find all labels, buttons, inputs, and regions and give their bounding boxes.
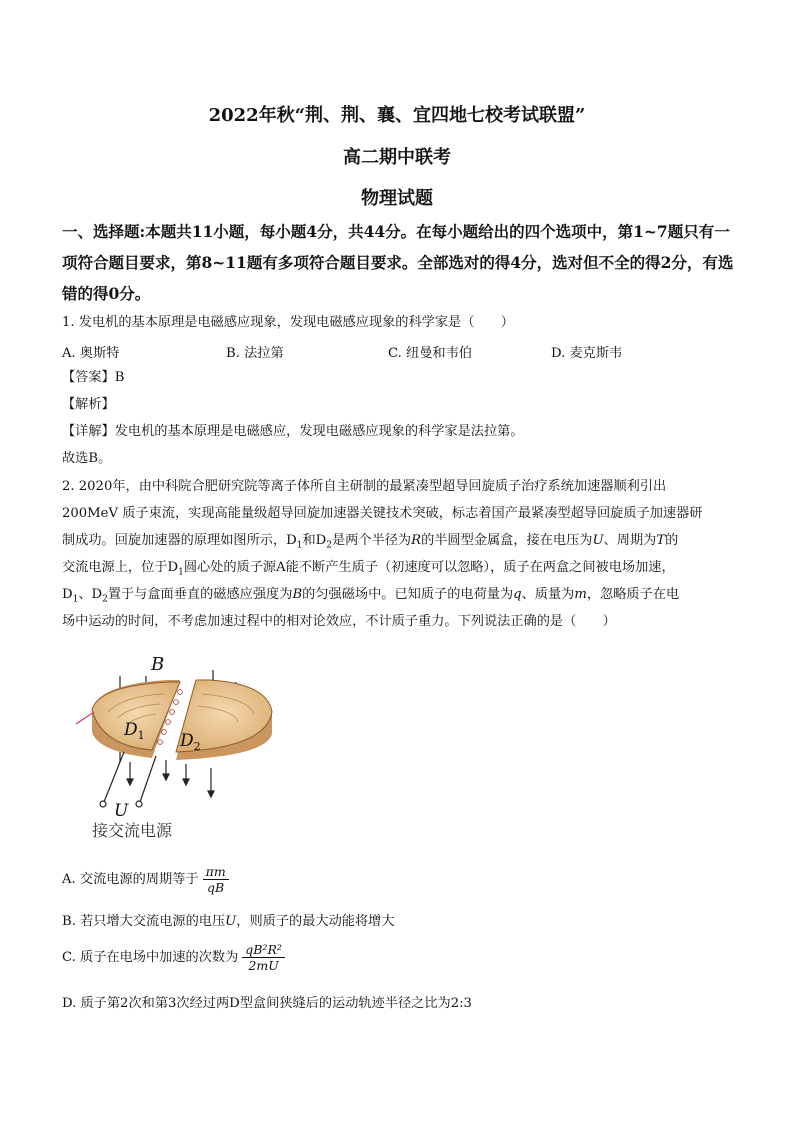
q1-stem: 1. 发电机的基本原理是电磁感应现象，发现电磁感应现象的科学家是（ ） [62, 315, 514, 330]
q2-line-3: 制成功。回旋加速器的原理如图所示，$D_1$和$D_2$是两个半径为R的半圆型金属盒，接在电压为U、周期为T的 [62, 533, 679, 551]
q1-option-c: C. 纽曼和韦伯 [388, 346, 472, 361]
section-instructions: 一、选择题:本题共11小题，每小题4分，共44分。在每小题给出的四个选项中，第1~7题只有一项符合题目要求，第8~11题有多项符合题目要求。全部选对的得4分，选对但不全的得2分，有选错的得0分。 [62, 222, 734, 303]
cyclotron-figure [68, 652, 280, 840]
q2-option-d: D. 质子第2次和第3次经过两D型盒间狭缝后的运动轨迹半径之比为2:3 [62, 996, 472, 1011]
d1-label: $D_1$ [124, 720, 145, 742]
beam-exit [76, 712, 94, 724]
q2-line-6: 场中运动的时间，不考虑加速过程中的相对论效应，不计质子重力。下列说法正确的是（ ） [62, 614, 616, 629]
exam-title: 2022年秋“荆、荆、襄、宜四地七校考试联盟” [208, 105, 586, 126]
q2-option-a: A. 交流电源的周期等于 $\frac{\pi m}{qB}$ [62, 864, 229, 895]
q1-option-d: D. 麦克斯韦 [551, 346, 623, 361]
terminal-left [100, 801, 106, 807]
q2-option-c: C. 质子在电场中加速的次数为 $\frac{\text{qB²R²}}{2mU}$ [62, 942, 285, 973]
voltage-label: U [114, 801, 129, 821]
q2-option-b: B. 若只增大交流电源的电压U，则质子的最大动能将增大 [62, 914, 395, 929]
d1-electrode [92, 680, 180, 758]
figure-caption: 接交流电源 [92, 821, 173, 840]
q1-analysis-label: 【解析】 [62, 397, 115, 412]
exam-subtitle: 高二期中联考 [343, 147, 451, 168]
d2-label: $D_2$ [180, 731, 201, 753]
q2-line-4: 交流电源上，位于$D_1$圆心处的质子源A能不断产生质子（初速度可以忽略），质子在两盒之间被电场加速， [62, 560, 675, 578]
b-field-label: B [151, 654, 165, 675]
q2-line-1: 2. 2020年，由中科院合肥研究院等离子体所自主研制的最紧凑型超导回旋质子治疗系统加速器顺利引出 [62, 479, 667, 494]
q1-option-a: A. 奥斯特 [62, 346, 120, 361]
exam-subject: 物理试题 [361, 188, 433, 209]
q2-line-5: $D_1$、$D_2$置于与盒面垂直的磁感应强度为B的匀强磁场中。已知质子的电荷量为q、质量为m，忽略质子在电 [62, 587, 680, 605]
q2-line-2: 200MeV 质子束流，实现高能量级超导回旋加速器关键技术突破，标志着国产最紧凑型超导回旋质子加速器研 [62, 506, 703, 521]
q1-detail: 【详解】发电机的基本原理是电磁感应，发现电磁感应现象的科学家是法拉第。 [62, 424, 524, 439]
q1-conclusion: 故选B。 [62, 451, 112, 466]
terminal-right [136, 801, 142, 807]
q1-answer: 【答案】B [62, 370, 125, 385]
q1-option-b: B. 法拉第 [226, 346, 284, 361]
